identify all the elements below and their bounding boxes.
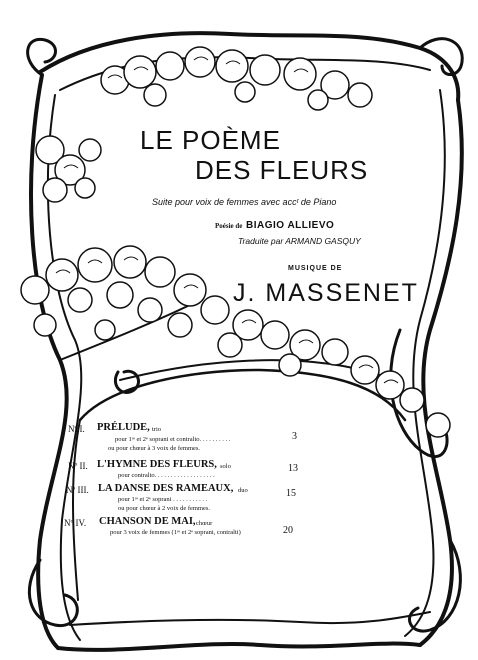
poesie-label: Poésie de <box>215 222 243 230</box>
composer-name: J. MASSENET <box>233 279 419 307</box>
title-line-1: LE POÈME <box>140 125 281 155</box>
piece-title: LA DANSE DES RAMEAUX, <box>98 483 234 494</box>
flowers-middle <box>21 246 450 437</box>
piece-number: Nº I. <box>68 424 85 434</box>
frame-vine-bottom <box>58 644 420 650</box>
piece-number: Nº II. <box>68 461 88 471</box>
piece-qualifier: trio <box>152 426 162 433</box>
piece-title: PRÉLUDE, <box>97 422 150 433</box>
piece-page: 20 <box>283 525 293 536</box>
poesie-author: BIAGIO ALLIEVO <box>246 220 335 231</box>
piece-page: 15 <box>286 488 296 499</box>
music-label: MUSIQUE DE <box>288 265 343 272</box>
piece-qualifier: chœur <box>196 520 213 527</box>
translation-credit: Traduite par ARMAND GASQUY <box>238 236 361 246</box>
piece-detail: pour 3 voix de femmes (1ʳᵉ et 2ᵉ soprani, contralti) <box>110 529 241 536</box>
piece-qualifier: duo <box>238 487 248 494</box>
piece-page: 3 <box>292 431 297 442</box>
piece-number: Nº IV. <box>64 518 87 528</box>
piece-title: L'HYMNE DES FLEURS, <box>97 459 217 470</box>
piece-detail: ou pour chœur à 2 voix de femmes. <box>118 505 211 512</box>
flowers-left <box>36 136 101 202</box>
piece-title: CHANSON DE MAI, <box>99 516 196 527</box>
title-line-2: DES FLEURS <box>195 155 369 185</box>
piece-detail: pour 1ʳᵉ et 2ᵉ soprani et contralto. . . . . . . . . . <box>115 436 231 443</box>
frame-vine-right <box>420 100 462 645</box>
piece-detail: pour 1ʳᵉ et 2ᵉ soprani . . . . . . . . . . . <box>118 496 208 503</box>
piece-detail: pour contralto. . . . . . . . . . . . . . . . . . . <box>118 472 215 479</box>
flowers-top <box>101 47 372 110</box>
subtitle: Suite pour voix de femmes avec accᵗ de Piano <box>152 197 337 207</box>
frame-vine-bottom-inner <box>70 612 430 625</box>
piece-detail: ou pour chœur à 3 voix de femmes. <box>108 445 201 452</box>
piece-qualifier: solo <box>220 463 231 470</box>
piece-number: Nº III. <box>66 485 89 495</box>
piece-page: 13 <box>288 463 298 474</box>
